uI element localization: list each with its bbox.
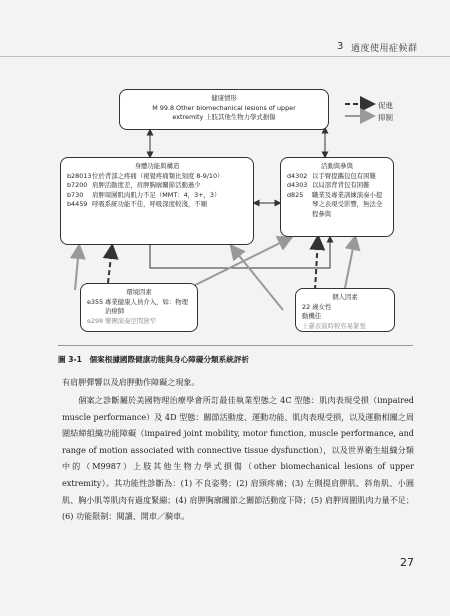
environment-code: e355: [87, 297, 104, 306]
environment-item: [87, 298, 191, 317]
activity-box: [280, 157, 394, 237]
environment-item: [87, 317, 191, 327]
environment-desc: 專業健康人員介入，如：物理治療師: [105, 297, 189, 315]
body-function-desc: 肩胛活動度差，肩胛胸廓關節活動過少: [92, 181, 201, 189]
body-function-desc: 肩胛周圍肌肉肌力不足（MMT：4，3+，3）: [92, 190, 221, 199]
health-condition-line: extremity 上肢其他生物力學式損傷: [172, 113, 276, 121]
legend-promote-label: 促進: [378, 101, 393, 110]
body-function-code: b730: [67, 190, 84, 199]
personal-item: 動機佳: [302, 312, 322, 320]
activity-item: [287, 191, 387, 220]
activity-desc: 以手臂提攜包包有困難: [312, 171, 376, 180]
body-function-item: [67, 181, 247, 191]
activity-code: d4303: [287, 181, 308, 189]
health-condition-title: 健康情形: [211, 94, 237, 102]
activity-item: [287, 181, 387, 191]
chapter-title: 過度使用症候群: [351, 44, 418, 54]
body-function-item: [67, 191, 247, 201]
personal-item: 22 歲女性: [302, 302, 332, 311]
body-function-code: b7200: [67, 181, 88, 189]
chapter-number: 3: [337, 41, 344, 52]
connector-env-promote: [108, 247, 112, 283]
body-function-title: 身體功能與構造: [134, 162, 180, 170]
body-function-code: b4459: [67, 200, 88, 208]
personal-item: 上臺表演時較容易緊張: [302, 321, 366, 330]
environment-code: e298: [87, 316, 104, 325]
activity-title: 活動與參與: [321, 162, 353, 170]
body-paragraph-2: 個案之診斷屬於美國物理治療學會所訂最佳執業型態之 4C 型態：肌肉表現受損（impaired muscle performance）及 4D 型態：關節活動度、運動功能、肌肉表現受損，以及運動相關之周圍結締組織功能障礙（impaired joint mobility, motor function, muscle performance, and range of motion associated with connective tissue dysfunction），以及世界衛生組織分類中的（M9987）上肢其他生物力學式損傷（other biomechanical lesions of upper extremity）。其功能性診斷為：(1) 不良姿勢；(2) 肩頸疼痛；(3) 左側提肩胛肌、斜角肌、小圓肌、胸小肌等肌肉有過度緊繃；(4) 肩胛胸廓關節之關節活動度下降；(5) 肩胛周圍肌肉力量不足；(6) 功能限制：閱讀、開車／騎車。: [62, 395, 414, 522]
caption-rule: [58, 345, 413, 346]
body-function-box: [60, 157, 254, 245]
activity-desc: 職業及專業訓練演奏小提琴之表現受影響，無法全程參與: [312, 190, 383, 218]
personal-box: [295, 288, 395, 332]
page-number: 27: [400, 556, 414, 569]
figure-caption: 圖 3-1 個案根據國際健康功能與身心障礙分類系統評析: [58, 355, 250, 364]
connector-personal-activity-inhibit: [345, 238, 355, 288]
body-function-item: [67, 172, 247, 182]
connector-env-inhibit: [75, 247, 79, 290]
activity-code: d4302: [287, 171, 308, 180]
activity-item: [287, 172, 387, 182]
activity-desc: 以局部背背包有困難: [312, 181, 370, 189]
environment-desc: 樂團演奏空間狹窄: [105, 316, 157, 325]
health-condition-line: M 99.8 Other biomechanical lesions of upper: [152, 103, 296, 112]
activity-code: d825: [287, 190, 304, 199]
connector-personal-activity: [315, 238, 318, 290]
body-function-item: [67, 200, 247, 210]
body-function-code: b28013: [67, 171, 92, 180]
legend-inhibit-label: 抑制: [378, 113, 393, 122]
health-condition-box: [119, 89, 329, 130]
body-paragraph-1: 有肩胛彈響以及肩胛動作障礙之現象。: [62, 377, 200, 387]
connector-personal-body: [232, 247, 283, 310]
environment-title: 環境因素: [126, 288, 152, 296]
body-function-desc: 呼吸系統功能不佳，呼吸深度較淺，不順: [92, 200, 208, 208]
body-function-desc: 位於背部之疼痛（視覺疼痛類比刻度 8-9/10）: [92, 171, 224, 180]
environment-box: [80, 283, 198, 332]
personal-title: 個人因素: [332, 293, 358, 301]
